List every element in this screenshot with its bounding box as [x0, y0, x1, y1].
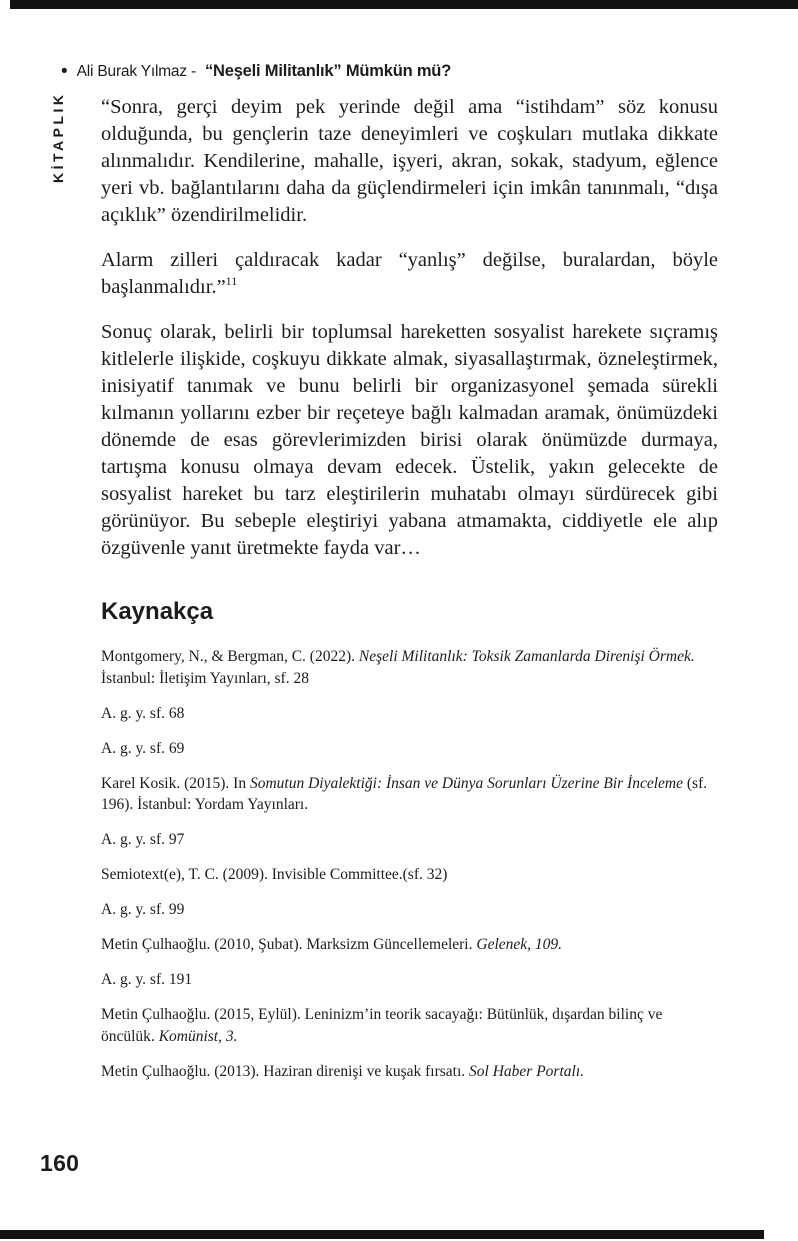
bottom-rule-bar [0, 1230, 764, 1239]
bibliography-entry: Montgomery, N., & Bergman, C. (2022). Neşeli Militanlık: Toksik Zamanlarda Direnişi Örmek. İstanbul: İletişim Yayınları, sf. 28 [101, 648, 695, 687]
header-bullet: • [61, 61, 68, 82]
running-header [61, 61, 451, 81]
main-text-column [101, 94, 718, 1096]
header-author: Ali Burak Yılmaz - [76, 63, 196, 80]
section-label-kitaplik: KİTAPLIK [50, 91, 66, 183]
body-paragraph: Alarm zilleri çaldıracak kadar “yanlış” değilse, buralardan, böyle başlanmalıdır.”$^{11}$ [101, 249, 718, 298]
body-paragraph: Sonuç olarak, belirli bir toplumsal hareketten sosyalist harekete sıçramış kitlelerle ilişkide, coşkuyu dikkate almak, siyasallaştırmak, özneleştirmek, inisiyatif tanımak ve bunu belirli bir organizasyonel şemada sürekli kılmanın yollarını ezber bir reçeteye bağlı kalmadan aramak, önümüzdeki dönemde de esas görevlerimizden birisi olarak önümüzde durmaya, tartışma konusu olmaya devam edecek. Üstelik, yakın gelecekte de sosyalist hareket bu tarz eleştirilerin muhatabı olmayı sürdürecek gibi görünüyor. Bu sebeple eleştiriyi yabana atmamakta, ciddiyetle ele alıp özgüvenle yanıt üretmekte fayda var… [101, 321, 718, 559]
bibliography-entry: Semiotext(e), T. C. (2009). Invisible Committee.(sf. 32) [101, 866, 448, 883]
bibliography-entry: A. g. y. sf. 99 [101, 901, 185, 918]
header-article-title: “Neşeli Militanlık” Mümkün mü? [204, 62, 452, 80]
bibliography-list [101, 646, 718, 1082]
bibliography-entry: Metin Çulhaoğlu. (2015, Eylül). Leninizm’in teorik sacayağı: Bütünlük, dışardan bilinç ve öncülük. Komünist, 3. [101, 1006, 663, 1045]
bibliography-entry: A. g. y. sf. 68 [101, 704, 185, 722]
bibliography-heading: Kaynakça [101, 598, 214, 625]
top-rule-bar [10, 0, 798, 9]
bibliography-entry: Metin Çulhaoğlu. (2013). Haziran direnişi ve kuşak fırsatı. Sol Haber Portalı. [101, 1062, 585, 1080]
bibliography-entry: A. g. y. sf. 69 [101, 739, 185, 757]
page-number: 160 [40, 1150, 80, 1176]
footnote-marker: 11 [225, 274, 238, 289]
body-paragraph: “Sonra, gerçi deyim pek yerinde değil ama “istihdam” söz konusu olduğunda, bu gençlerin taze deneyimleri ve coşkuları mutlaka dikkate alınmalıdır. Kendilerine, mahalle, işyeri, akran, sokak, stadyum, eğlence yeri vb. bağlantılarını daha da güçlendirmeleri için imkân tanınmalı, “dışa açıklık” özendirilmelidir. [101, 96, 718, 226]
bibliography-entry: A. g. y. sf. 191 [101, 971, 193, 988]
bibliography-entry: Karel Kosik. (2015). In Somutun Diyalektiği: İnsan ve Dünya Sorunları Üzerine Bir İnceleme (sf. 196). İstanbul: Yordam Yayınları. [101, 774, 708, 813]
bibliography-entry: A. g. y. sf. 97 [101, 831, 185, 848]
body-paragraphs [101, 94, 718, 562]
bibliography-entry: Metin Çulhaoğlu. (2010, Şubat). Marksizm Güncellemeleri. Gelenek, 109. [101, 936, 563, 953]
